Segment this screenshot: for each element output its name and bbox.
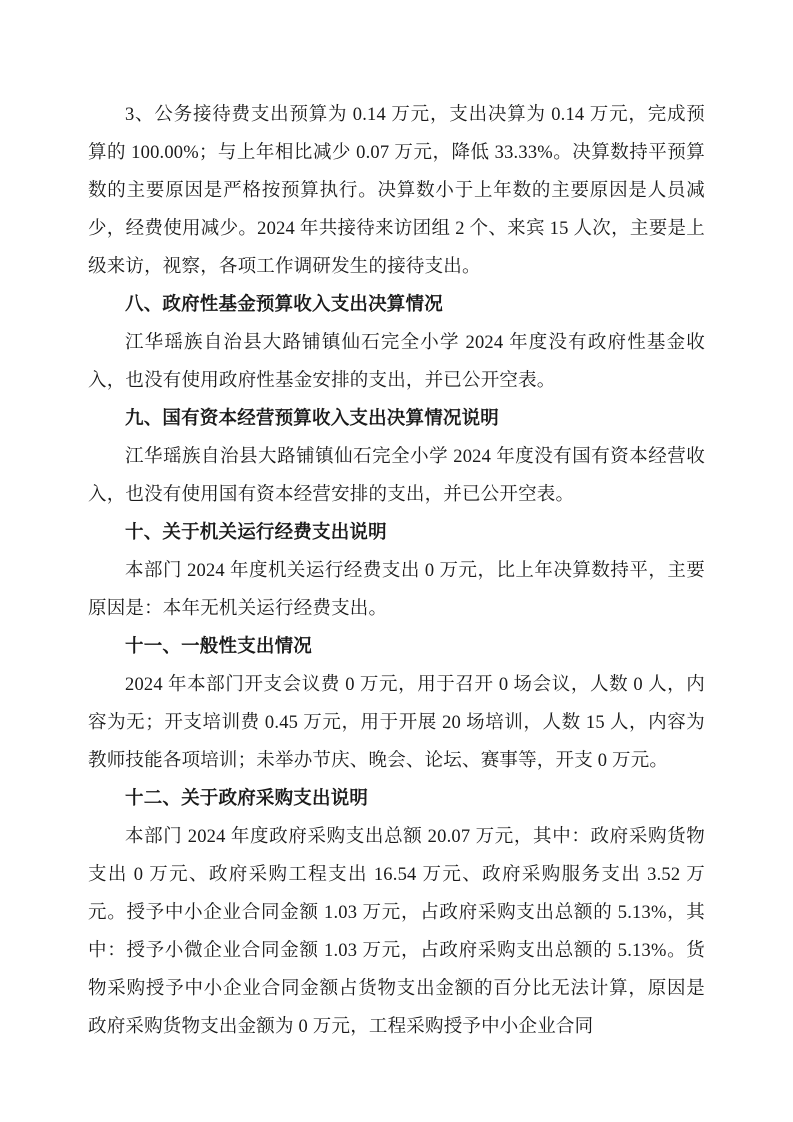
paragraph-general-expenditure: 2024 年本部门开支会议费 0 万元，用于召开 0 场会议，人数 0 人，内容为无；开支培训费 0.45 万元，用于开展 20 场培训，人数 15 人，内容为教师技能各项培训；未举办节庆、晚会、论坛、赛事等，开支 0 万元。 [88, 675, 705, 771]
paragraph-government-fund-budget: 江华瑶族自治县大路铺镇仙石完全小学 2024 年度没有政府性基金收入，也没有使用政府性基金安排的支出，并已公开空表。 [88, 333, 705, 391]
paragraph-agency-operating-expense: 本部门 2024 年度机关运行经费支出 0 万元，比上年决算数持平，主要原因是：本年无机关运行经费支出。 [88, 561, 705, 619]
heading-agency-operating-expense: 十、关于机关运行经费支出说明 [125, 523, 387, 543]
paragraph-hospitality-expense: 3、公务接待费支出预算为 0.14 万元，支出决算为 0.14 万元，完成预算的 100.00%；与上年相比减少 0.07 万元，降低 33.33%。决算数持平预算数的主要原因是严格按预算执行。决算数小于上年数的主要原因是人员减少，经费使用减少。2024 年共接待来访团组 2 个、来宾 15 人次，主要是上级来访，视察，各项工作调研发生的接待支出。 [88, 105, 705, 277]
paragraph-government-procurement: 本部门 2024 年度政府采购支出总额 20.07 万元，其中：政府采购货物支出 0 万元、政府采购工程支出 16.54 万元、政府采购服务支出 3.52 万元。授予中小企业合同金额 1.03 万元，占政府采购支出总额的 5.13%，其中：授予小微企业合同金额 1.03 万元，占政府采购支出总额的 5.13%。货物采购授予中小企业合同金额占货物支出金额的百分比无法计算，原因是政府采购货物支出金额为 0 万元，工程采购授予中小企业合同 [88, 827, 705, 1037]
heading-government-fund-budget: 八、政府性基金预算收入支出决算情况 [125, 295, 443, 315]
heading-government-procurement: 十二、关于政府采购支出说明 [125, 789, 369, 809]
document-body [88, 96, 705, 1046]
heading-state-capital-operation: 九、国有资本经营预算收入支出决算情况说明 [125, 409, 500, 429]
heading-general-expenditure: 十一、一般性支出情况 [125, 637, 313, 657]
paragraph-state-capital-operation: 江华瑶族自治县大路铺镇仙石完全小学 2024 年度没有国有资本经营收入，也没有使用国有资本经营安排的支出，并已公开空表。 [88, 447, 705, 505]
